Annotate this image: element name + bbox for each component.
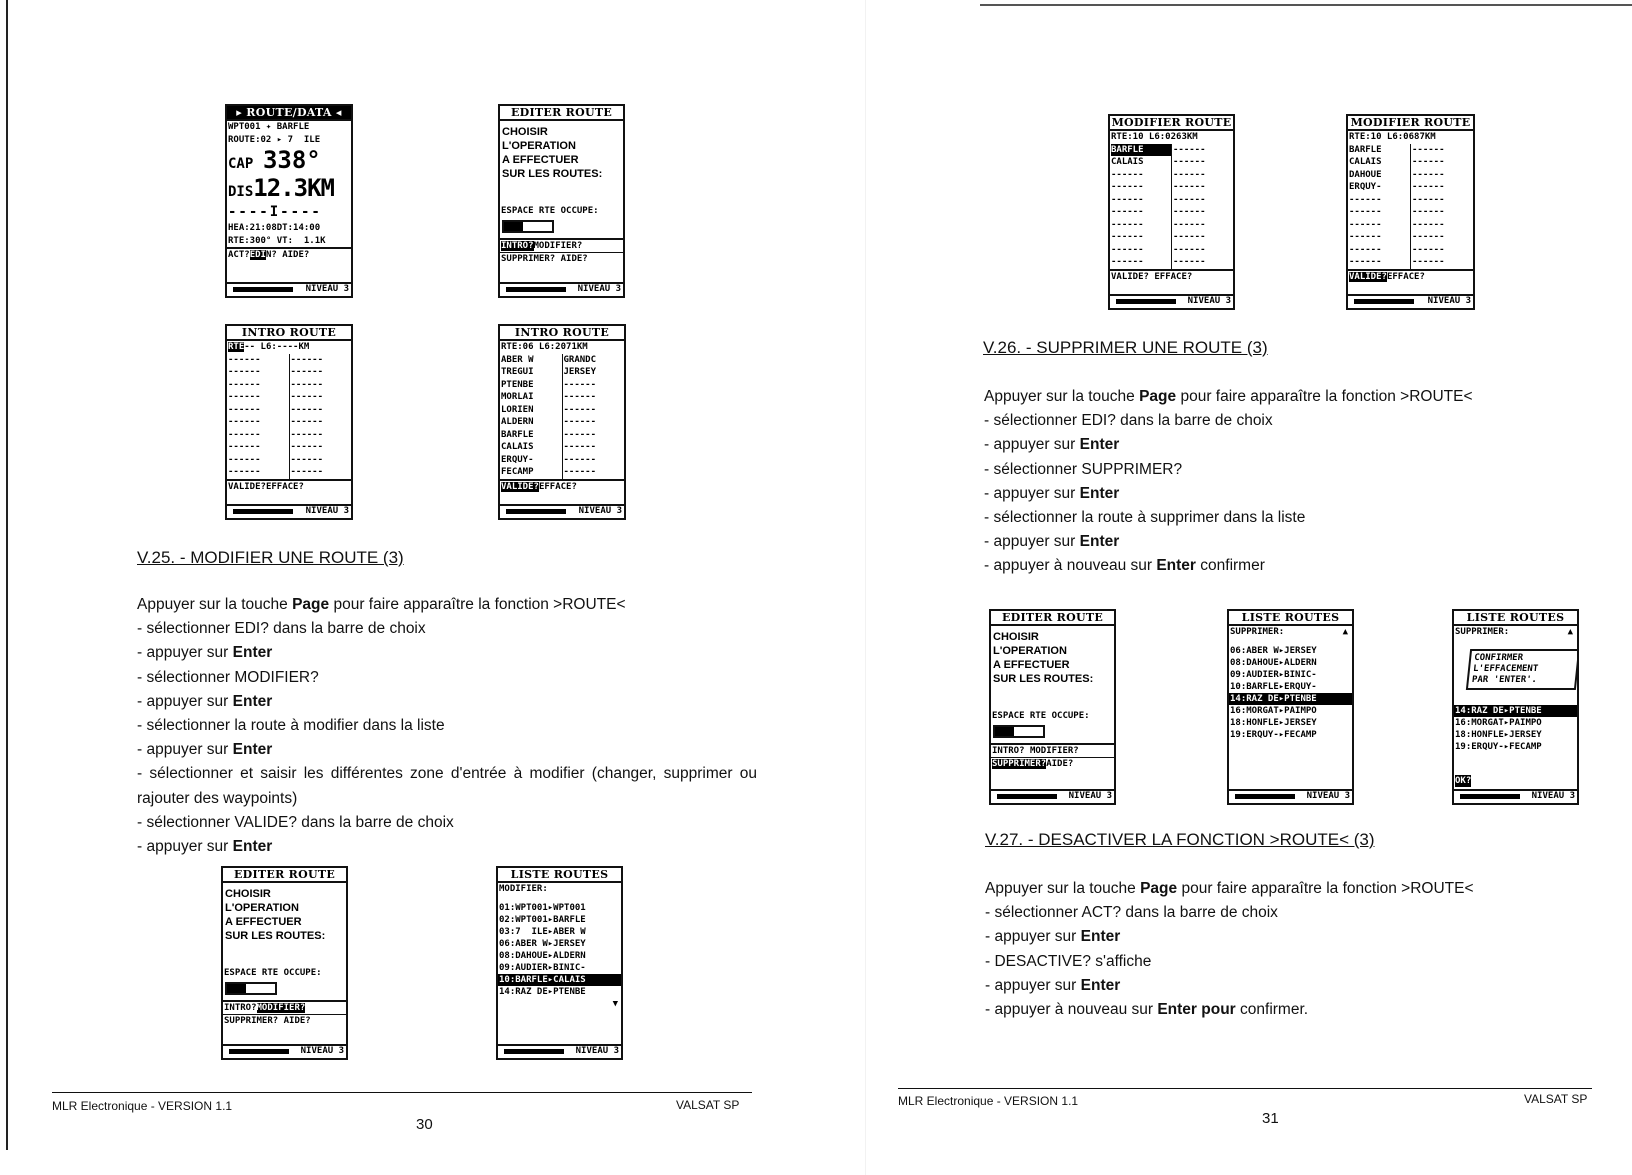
waypoint-cell: ------	[1173, 219, 1206, 230]
waypoint-cell: ------	[1412, 232, 1445, 242]
screen-header: EDITER ROUTE	[223, 868, 346, 883]
choice-bar: VALIDE? EFFACE?	[1110, 269, 1233, 283]
instruction-step: - appuyer sur Enter	[984, 436, 1120, 454]
dis-readout: DIS12.3KM	[228, 174, 334, 202]
ok-choice: OK?	[1455, 776, 1472, 786]
waypoint-columns	[227, 354, 351, 479]
waypoint-cell: JERSEY	[563, 367, 597, 377]
waypoint-cell: ------	[290, 392, 324, 402]
scroll-down-icon: ▼	[612, 998, 618, 1009]
route-row: 06:ABER W▸JERSEY	[1230, 645, 1317, 656]
waypoint-cell: ------	[1173, 207, 1206, 217]
screen-modifier-route-1	[1108, 114, 1235, 310]
waypoint-cell: ------	[290, 367, 324, 377]
level-bar: NIVEAU 3	[500, 282, 623, 296]
instruction-step: - appuyer sur Enter	[137, 644, 273, 662]
choice-bar: SUPPRIMER? AIDE?	[223, 1014, 346, 1027]
screen-header: MODIFIER ROUTE	[1111, 116, 1232, 129]
waypoint-cell: CALAIS	[1111, 157, 1144, 167]
screen-header: LISTE ROUTES	[1454, 611, 1577, 626]
waypoint-cell: ------	[290, 429, 324, 440]
space-gauge	[993, 725, 1045, 738]
instruction-step: - sélectionner la route à modifier dans la liste	[137, 717, 445, 735]
route-row: 01:WPT001▸WPT001	[499, 902, 586, 913]
waypoint-columns	[1348, 144, 1473, 269]
menu-selected: EDI	[249, 250, 266, 260]
screen-text: SUR LES ROUTES:	[225, 930, 326, 942]
space-label: ESPACE RTE OCCUPE:	[992, 711, 1090, 721]
screen-text: CHOISIR	[502, 126, 548, 138]
waypoint-cell: ------	[290, 354, 324, 365]
waypoint-cell: ------	[1173, 169, 1206, 180]
waypoint-cell: ------	[563, 379, 597, 390]
waypoint-column-right	[1171, 144, 1233, 269]
page-number: 31	[1262, 1110, 1279, 1127]
level-bar: NIVEAU 3	[1110, 294, 1233, 308]
waypoint-cell: ------	[1111, 257, 1144, 267]
waypoint-cell: ------	[563, 417, 597, 427]
section-v25-body	[137, 593, 757, 859]
instruction-step: - appuyer sur Enter	[985, 928, 1121, 946]
waypoint-cell: ABER W	[501, 354, 534, 365]
waypoint-cell: ALDERN	[501, 417, 534, 427]
route-row: 18:HONFLE▸JERSEY	[1230, 717, 1317, 728]
instruction-step: - sélectionner et saisir les différentes zone d'entrée à modifier (changer, supprimer ou rajouter des waypoints)	[137, 765, 757, 807]
waypoint-cell: BARFLE	[501, 429, 534, 440]
waypoint-column-left	[1348, 144, 1410, 269]
waypoint-cell: ------	[1412, 257, 1445, 267]
top-rule	[980, 4, 1632, 6]
section-title-v25: V.25. - MODIFIER UNE ROUTE (3)	[137, 548, 404, 567]
waypoint-column-left	[1110, 144, 1171, 269]
waypoint-cell: TREGUI	[501, 367, 534, 377]
instruction-step: - sélectionner VALIDE? dans la barre de choix	[137, 813, 454, 831]
waypoint-cell: ------	[1349, 194, 1382, 205]
waypoint-cell: ------	[1412, 219, 1445, 230]
scroll-up-icon: ▲	[1567, 627, 1573, 637]
waypoint-cell: ------	[1111, 219, 1144, 230]
screen-text: CHOISIR	[993, 631, 1039, 643]
waypoint-cell: CALAIS	[1349, 157, 1382, 167]
waypoint-cell: ------	[290, 467, 324, 477]
screen-line: RTE:10 L6:0687KM	[1349, 132, 1436, 142]
screen-line: ROUTE:02 ▸ 7 ILE	[228, 134, 321, 145]
waypoint-cell: ------	[1173, 232, 1206, 242]
waypoint-cell: ------	[1349, 219, 1382, 230]
waypoint-cell: ------	[228, 429, 261, 440]
level-bar: NIVEAU 3	[500, 504, 624, 518]
choice-bar: VALIDE?EFFACE?	[1348, 269, 1473, 283]
choice-bar: VALIDE?EFFACE?	[500, 479, 624, 493]
footer-rule	[52, 1092, 752, 1093]
instruction-step: - appuyer sur Enter	[984, 533, 1120, 551]
route-row: 09:AUDIER▸BINIC-	[1230, 669, 1317, 680]
waypoint-cell: ------	[1173, 194, 1206, 205]
intro-line: Appuyer sur la touche Page pour faire apparaître la fonction >ROUTE<	[137, 596, 626, 613]
waypoint-cell: ------	[1412, 169, 1445, 180]
page-fold	[865, 0, 866, 1175]
route-row: 18:HONFLE▸JERSEY	[1455, 730, 1542, 740]
waypoint-cell: ------	[1173, 182, 1206, 192]
route-row: 08:DAHOUE▸ALDERN	[499, 950, 586, 961]
waypoint-cell: ------	[1111, 232, 1144, 242]
waypoint-cell: LORIEN	[501, 404, 534, 415]
screen-header: EDITER ROUTE	[991, 611, 1114, 626]
screen-text: CHOISIR	[225, 888, 271, 900]
route-row: 14:RAZ DE▸PTENBE	[1454, 705, 1577, 717]
screen-text: A EFFECTUER	[502, 154, 579, 166]
waypoint-cell: FECAMP	[501, 467, 534, 477]
waypoint-cell: ERQUY-	[1349, 182, 1382, 192]
choice-bar: INTRO? MODIFIER?	[991, 743, 1114, 757]
screen-text: A EFFECTUER	[225, 916, 302, 928]
route-row: 10:BARFLE▸CALAIS	[498, 974, 621, 986]
waypoint-cell: BARFLE	[1349, 144, 1382, 155]
waypoint-column-right	[562, 354, 625, 479]
waypoint-cell: ------	[228, 454, 261, 465]
waypoint-cell: ------	[1173, 244, 1206, 255]
route-row: 14:RAZ DE▸PTENBE	[499, 986, 586, 997]
screen-text: SUR LES ROUTES:	[502, 168, 603, 180]
screen-header: INTRO ROUTE	[227, 326, 351, 341]
screen-liste-modifier	[496, 866, 623, 1060]
route-row: 08:DAHOUE▸ALDERN	[1230, 657, 1317, 668]
screen-line: RTE-- L6:----KM	[228, 342, 310, 352]
screen-text: L'OPERATION	[993, 645, 1067, 657]
screen-line: RTE:300° VT: 1.1K	[228, 235, 326, 246]
waypoint-cell: ------	[290, 404, 324, 415]
waypoint-cell: ------	[563, 404, 597, 415]
choice-bar: VALIDE?EFFACE?	[227, 479, 351, 493]
waypoint-columns	[500, 354, 624, 479]
instruction-step: - appuyer à nouveau sur Enter pour confirmer.	[985, 1001, 1309, 1019]
route-row: 09:AUDIER▸BINIC-	[499, 962, 586, 973]
confirm-popup: CONFIRMER L'EFFACEMENT PAR 'ENTER'.	[1466, 649, 1579, 690]
waypoint-cell: DAHOUE	[1349, 169, 1382, 180]
level-bar: NIVEAU 3	[1229, 789, 1352, 803]
space-gauge	[502, 220, 554, 233]
choice-bar: SUPPRIMER? AIDE?	[500, 252, 623, 265]
cap-readout: CAP 338°	[228, 146, 321, 174]
waypoint-cell: ------	[228, 354, 261, 365]
level-bar: NIVEAU 3	[1348, 294, 1473, 308]
waypoint-cell: ------	[1349, 207, 1382, 217]
section-title-v26: V.26. - SUPPRIMER UNE ROUTE (3)	[983, 338, 1268, 357]
choice-bar: INTRO?MODIFIER?	[223, 1000, 346, 1014]
section-title-v27: V.27. - DESACTIVER LA FONCTION >ROUTE< (3)	[985, 830, 1375, 849]
screen-text: L'OPERATION	[225, 902, 299, 914]
route-list	[498, 902, 621, 998]
screen-header: EDITER ROUTE	[500, 106, 623, 121]
instruction-step: - appuyer sur Enter	[985, 976, 1121, 994]
instruction-step: - appuyer sur Enter	[137, 838, 273, 856]
route-row: 19:ERQUY-▸FECAMP	[1230, 729, 1317, 740]
waypoint-cell: ------	[290, 379, 324, 390]
intro-line: Appuyer sur la touche Page pour faire apparaître la fonction >ROUTE<	[985, 880, 1474, 897]
waypoint-column-left	[500, 354, 562, 479]
screen-modifier-route-2	[1346, 114, 1475, 310]
route-row: 16:MORGAT▸PAIMPO	[1230, 705, 1317, 716]
waypoint-columns	[1110, 144, 1233, 269]
waypoint-cell: ------	[563, 442, 597, 452]
waypoint-cell: BARFLE	[1111, 144, 1171, 157]
scroll-up-icon: ▲	[1342, 627, 1348, 637]
waypoint-cell: ------	[1111, 169, 1144, 180]
screen-text: A EFFECTUER	[993, 659, 1070, 671]
instruction-step: - appuyer à nouveau sur Enter confirmer	[984, 557, 1265, 575]
footer-left: MLR Electronique - VERSION 1.1	[898, 1094, 1079, 1108]
waypoint-cell: ------	[1173, 257, 1206, 267]
screen-header: ▸ ROUTE/DATA ◂	[227, 106, 351, 121]
instruction-step: - appuyer sur Enter	[137, 692, 273, 710]
waypoint-cell: ------	[1173, 157, 1206, 167]
route-row: 06:ABER W▸JERSEY	[499, 938, 586, 949]
space-gauge	[225, 982, 277, 995]
screen-line: WPT001 ✦ BARFLE	[228, 122, 310, 132]
waypoint-cell: ------	[1349, 244, 1382, 255]
waypoint-cell: ------	[563, 429, 597, 440]
route-row: 19:ERQUY-▸FECAMP	[1455, 742, 1542, 752]
level-bar: NIVEAU 3	[498, 1044, 621, 1058]
waypoint-cell: ------	[563, 467, 597, 477]
screen-subtitle: SUPPRIMER: ▲	[1229, 626, 1352, 639]
instruction-step: - appuyer sur Enter	[984, 484, 1120, 502]
instruction-step: - sélectionner EDI? dans la barre de choix	[137, 620, 426, 638]
route-row: 03:7 ILE▸ABER W	[499, 926, 586, 937]
waypoint-cell: ------	[1111, 194, 1144, 205]
intro-line: Appuyer sur la touche Page pour faire apparaître la fonction >ROUTE<	[984, 388, 1473, 405]
screen-liste-supprimer	[1227, 609, 1354, 805]
screen-header: LISTE ROUTES	[498, 868, 621, 883]
waypoint-cell: CALAIS	[501, 442, 534, 452]
waypoint-cell: ------	[228, 379, 261, 390]
waypoint-cell: ------	[563, 454, 597, 465]
instruction-step: - sélectionner ACT? dans la barre de choix	[985, 904, 1278, 922]
waypoint-cell: ------	[1412, 244, 1445, 255]
waypoint-cell: ------	[1412, 157, 1445, 167]
section-v27-body	[985, 877, 1605, 1022]
screen-liste-confirmer	[1452, 609, 1579, 805]
waypoint-cell: ------	[290, 442, 324, 452]
route-row: 02:WPT001▸BARFLE	[499, 914, 586, 925]
instruction-step: - appuyer sur Enter	[137, 741, 273, 759]
screen-subtitle: MODIFIER:	[499, 884, 548, 894]
waypoint-column-right	[1410, 144, 1473, 269]
waypoint-cell: ------	[228, 367, 261, 377]
footer-left: MLR Electronique - VERSION 1.1	[52, 1099, 233, 1113]
waypoint-cell: ------	[290, 417, 324, 427]
waypoint-cell: ------	[228, 467, 261, 477]
screen-subtitle: SUPPRIMER: ▲	[1454, 626, 1577, 639]
waypoint-cell: ------	[1349, 257, 1382, 267]
course-gauge: ----I----	[228, 204, 322, 220]
route-list	[1229, 645, 1352, 741]
route-row: 14:RAZ DE▸PTENBE	[1229, 693, 1352, 705]
waypoint-cell: ------	[1111, 207, 1144, 217]
footer-rule	[898, 1088, 1592, 1089]
waypoint-cell: ------	[1111, 182, 1144, 192]
space-label: ESPACE RTE OCCUPE:	[224, 968, 322, 978]
screen-header: LISTE ROUTES	[1229, 611, 1352, 626]
instruction-step: - sélectionner SUPPRIMER?	[984, 460, 1183, 478]
page-edge	[6, 0, 8, 1150]
waypoint-cell: ERQUY-	[501, 454, 534, 465]
waypoint-cell: ------	[1412, 207, 1445, 217]
waypoint-cell: ------	[1173, 144, 1206, 155]
route-row: 10:BARFLE▸ERQUY-	[1230, 681, 1317, 692]
choice-bar: ACT?EDIN? AIDE?	[227, 247, 351, 261]
footer-right: VALSAT SP	[676, 1098, 740, 1112]
waypoint-cell: ------	[290, 454, 324, 465]
screen-text: L'OPERATION	[502, 140, 576, 152]
screen-text: SUR LES ROUTES:	[993, 673, 1094, 685]
waypoint-cell: ------	[228, 404, 261, 415]
screen-editer-route	[498, 104, 625, 298]
choice-bar: SUPPRIMER?AIDE?	[991, 757, 1114, 770]
screen-header: MODIFIER ROUTE	[1348, 116, 1473, 131]
waypoint-cell: ------	[1412, 182, 1445, 192]
screen-line: RTE:10 L6:0263KM	[1111, 132, 1198, 142]
screen-line: RTE:06 L6:2071KM	[501, 342, 588, 352]
screen-editer-route-2	[221, 866, 348, 1060]
section-v26-body	[984, 385, 1604, 579]
waypoint-cell: ------	[228, 392, 261, 402]
level-bar: NIVEAU 3	[223, 1044, 346, 1058]
route-row: 16:MORGAT▸PAIMPO	[1455, 718, 1542, 728]
screen-line: HEA:21:08DT:14:00	[228, 223, 321, 233]
level-bar: NIVEAU 3	[991, 789, 1114, 803]
instruction-step: - sélectionner MODIFIER?	[137, 668, 319, 686]
instruction-step: - sélectionner la route à supprimer dans la liste	[984, 509, 1306, 527]
screen-intro-route-filled	[498, 324, 626, 520]
choice-bar: INTRO?MODIFIER?	[500, 238, 623, 252]
waypoint-cell: ------	[1412, 194, 1445, 205]
page-number: 30	[416, 1116, 433, 1133]
space-label: ESPACE RTE OCCUPE:	[501, 206, 599, 216]
waypoint-cell: ------	[1111, 244, 1144, 255]
waypoint-cell: ------	[1412, 144, 1445, 155]
instruction-step: - DESACTIVE? s'affiche	[985, 952, 1152, 970]
waypoint-cell: ------	[1349, 232, 1382, 242]
waypoint-cell: ------	[228, 442, 261, 452]
waypoint-cell: PTENBE	[501, 379, 534, 390]
waypoint-cell: ------	[228, 417, 261, 427]
level-bar: NIVEAU 3	[227, 504, 351, 518]
waypoint-column-right	[289, 354, 352, 479]
waypoint-cell: GRANDC	[563, 354, 597, 365]
route-list	[1454, 705, 1577, 753]
waypoint-column-left	[227, 354, 289, 479]
waypoint-cell: MORLAI	[501, 392, 534, 402]
screen-editer-route-3	[989, 609, 1116, 805]
level-bar: NIVEAU 3	[1454, 789, 1577, 803]
waypoint-cell: ------	[563, 392, 597, 402]
screen-header: INTRO ROUTE	[500, 326, 624, 341]
screen-intro-route-empty	[225, 324, 353, 520]
level-bar: NIVEAU 3	[227, 282, 351, 296]
screen-route-data	[225, 104, 353, 298]
instruction-step: - sélectionner EDI? dans la barre de choix	[984, 412, 1273, 430]
footer-right: VALSAT SP	[1524, 1092, 1588, 1106]
